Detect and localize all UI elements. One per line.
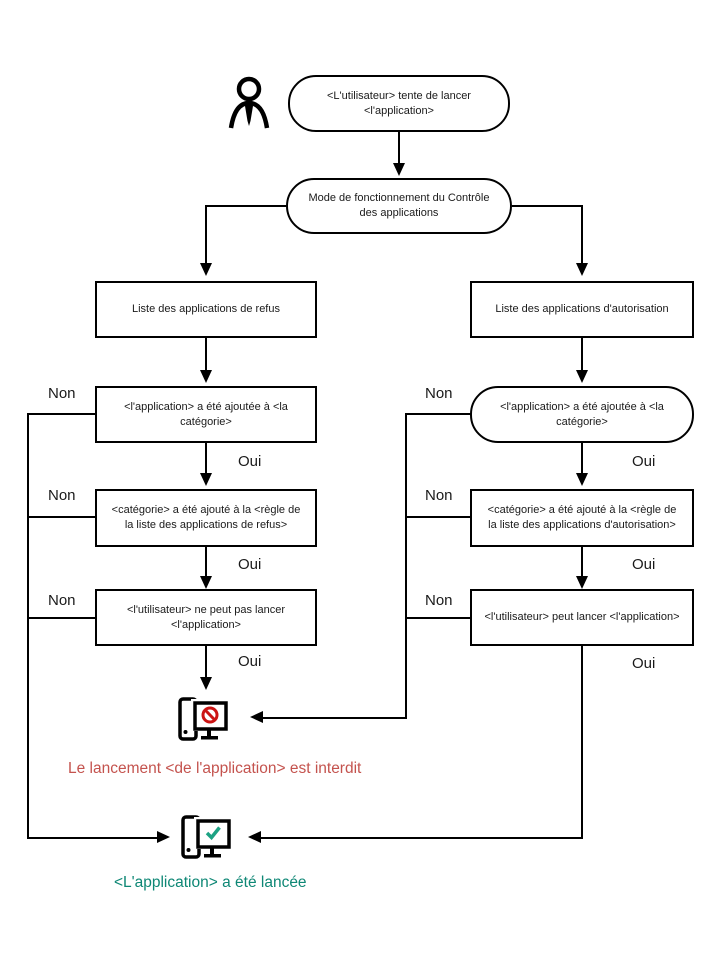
connector-deny-q1-q2	[205, 443, 207, 475]
arrowhead-allow-q2-result	[576, 576, 588, 589]
allow-yes-to-launched	[261, 837, 582, 839]
connector-deny-list-q1	[205, 338, 207, 372]
allow-q2-label: <catégorie> a été ajouté à la <règle de la liste des applications d'autorisation>	[487, 504, 677, 531]
allow-no-collector	[405, 413, 407, 719]
blocked-outcome-text: Le lancement <de l'application> est interdit	[68, 760, 362, 777]
allow-no-line-3	[406, 617, 471, 619]
arrowhead-allow-q1-q2	[576, 473, 588, 486]
arrowhead-launched-left	[157, 831, 170, 843]
arrowhead-blocked-right	[250, 711, 263, 723]
allow-q1-yes-label: Oui	[632, 453, 656, 470]
allow-result-label: <l'utilisateur> peut lancer <l'application>	[484, 611, 680, 624]
deny-q1-node	[95, 386, 317, 443]
arrowhead-mode-deny	[200, 263, 212, 276]
connector-mode-allow-h	[512, 205, 582, 207]
arrowhead-start-mode	[393, 163, 405, 176]
allow-no-line-2	[406, 516, 471, 518]
deny-q1-label: <l'application> a été ajoutée à <la catégorie>	[124, 400, 288, 428]
connector-allow-list-q1	[581, 338, 583, 372]
connector-mode-deny-h	[206, 205, 286, 207]
user-icon	[228, 76, 270, 135]
connector-deny-q2-result	[205, 547, 207, 578]
deny-q2-no-label: Non	[48, 487, 76, 504]
connector-start-mode	[398, 132, 400, 165]
deny-list-node	[95, 281, 317, 338]
deny-result-yes-label: Oui	[238, 653, 262, 670]
arrowhead-mode-allow	[576, 263, 588, 276]
deny-no-collector	[27, 413, 29, 839]
mode-node-label: Mode de fonctionnement du Contrôle des applications	[308, 192, 490, 219]
allow-yes-down	[581, 646, 583, 839]
allow-no-line-1	[406, 413, 471, 415]
connector-allow-q2-result	[581, 547, 583, 578]
allow-q2-yes-label: Oui	[632, 556, 656, 573]
arrowhead-allow-list-q1	[576, 370, 588, 383]
deny-list-label: Liste des applications de refus	[132, 303, 280, 316]
allow-q1-node	[470, 386, 694, 443]
deny-q2-label: <catégorie> a été ajouté à la <règle de la liste des applications de refus>	[111, 504, 301, 531]
deny-no-line-3	[28, 617, 96, 619]
deny-q1-no-label: Non	[48, 385, 76, 402]
allow-result-yes-label: Oui	[632, 655, 656, 672]
allow-q2-no-label: Non	[425, 487, 453, 504]
computer-blocked-icon	[178, 694, 230, 751]
allow-result-node	[470, 589, 694, 646]
allow-list-label: Liste des applications d'autorisation	[495, 303, 669, 316]
arrowhead-deny-list-q1	[200, 370, 212, 383]
deny-q1-yes-label: Oui	[238, 453, 262, 470]
connector-deny-result-blocked	[205, 646, 207, 679]
allow-q1-no-label: Non	[425, 385, 453, 402]
connector-mode-allow-v	[581, 205, 583, 265]
connector-allow-q1-q2	[581, 443, 583, 475]
start-node-label: <L'utilisateur> tente de lancer <l'application>	[327, 89, 471, 117]
arrowhead-deny-result-blocked	[200, 677, 212, 690]
computer-launched-icon	[181, 812, 233, 869]
allow-no-to-blocked	[263, 717, 406, 719]
deny-no-line-2	[28, 516, 96, 518]
deny-result-no-label: Non	[48, 592, 76, 609]
arrowhead-launched-right	[248, 831, 261, 843]
deny-q2-node	[95, 489, 317, 547]
allow-list-node	[470, 281, 694, 338]
start-node	[288, 75, 510, 132]
launched-outcome-text: <L'application> a été lancée	[114, 874, 307, 891]
deny-no-line-1	[28, 413, 96, 415]
deny-result-label: <l'utilisateur> ne peut pas lancer <l'application>	[126, 603, 286, 631]
deny-result-node	[95, 589, 317, 646]
arrowhead-deny-q1-q2	[200, 473, 212, 486]
allow-q2-node	[470, 489, 694, 547]
deny-q2-yes-label: Oui	[238, 556, 262, 573]
allow-q1-label: <l'application> a été ajoutée à <la catégorie>	[500, 400, 664, 428]
arrowhead-deny-q2-result	[200, 576, 212, 589]
mode-node	[286, 178, 512, 234]
deny-no-to-launched	[28, 837, 157, 839]
allow-result-no-label: Non	[425, 592, 453, 609]
connector-mode-deny-v	[205, 205, 207, 265]
